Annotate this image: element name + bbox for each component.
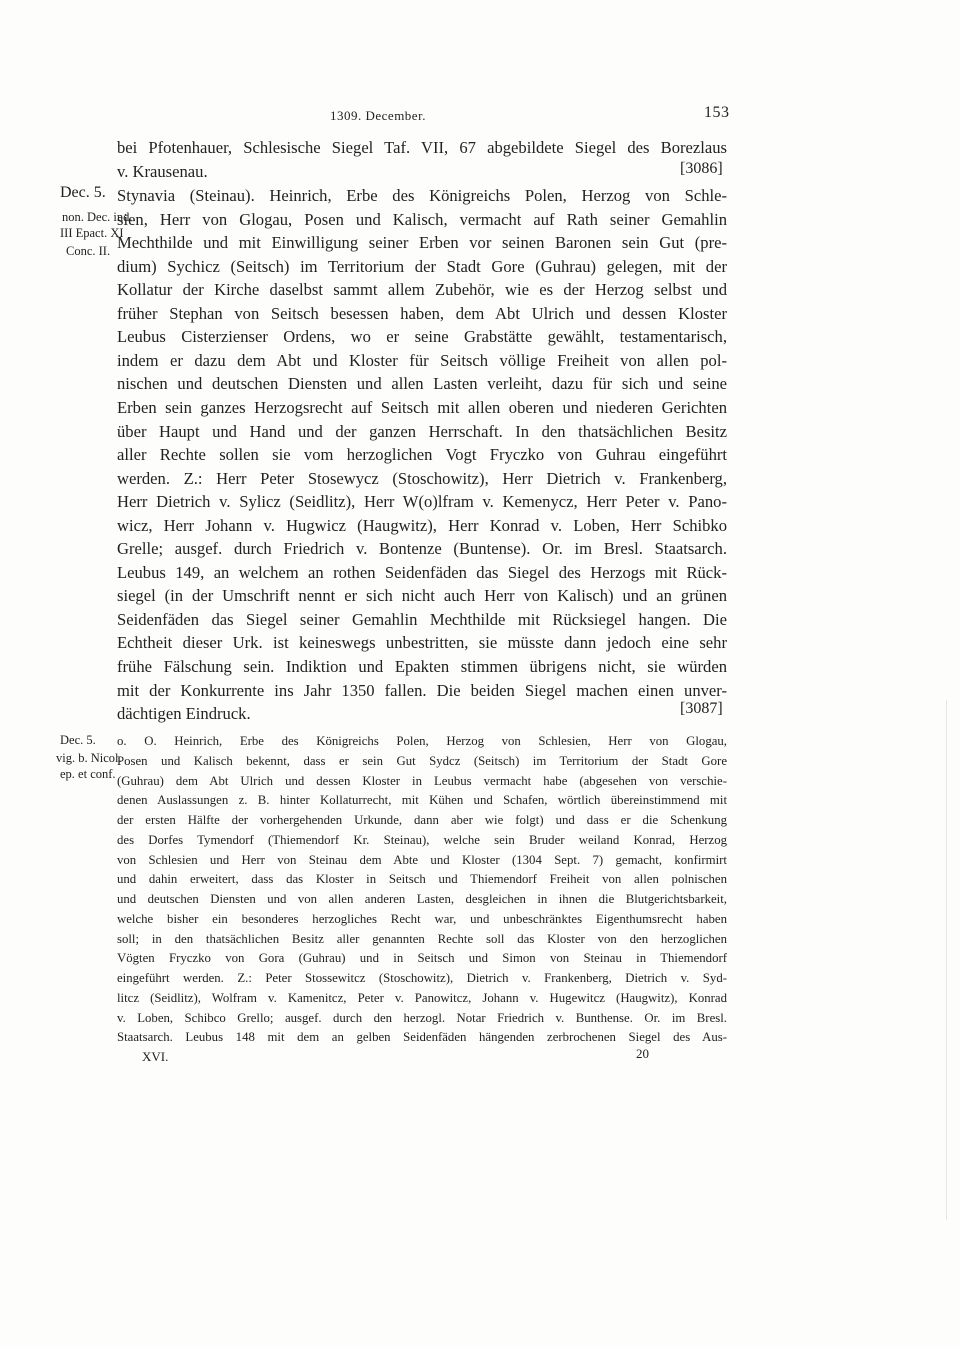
body-line: mit der Konkurrente ins Jahr 1350 fallen. Die beiden Siegel machen einen unver- <box>117 680 727 700</box>
body-line: Grelle; ausgef. durch Friedrich v. Bontenze (Buntense). Or. im Bresl. Staatsarch. <box>117 539 727 559</box>
body-line: dium) Sychicz (Seitsch) im Territorium der Stadt Gore (Guhrau) gelegen, mit der <box>117 256 727 276</box>
scan-edge-line <box>946 700 947 1220</box>
body-line: Mechthilde und mit Einwilligung seiner Erben vor seinen Baronen sein Gut (pre- <box>117 233 727 253</box>
body-line: Echtheit dieser Urk. ist keineswegs unbestritten, sie müsste dann jedoch eine sehr <box>117 633 727 653</box>
body-line: Leubus 149, an welchem an rothen Seidenfäden das Siegel des Herzogs mit Rück- <box>117 562 727 582</box>
margin-note: ep. et conf. <box>60 767 116 781</box>
body-line: Staatsarch. Leubus 148 mit dem an gelben Seidenfäden hängenden zerbrochenen Siegel des Aus- <box>117 1030 727 1045</box>
signature-mark: XVI. <box>142 1049 169 1064</box>
body-line: indem er dazu dem Abt und Kloster für Seitsch völlige Freiheit von allen pol- <box>117 350 727 370</box>
body-line: o. O. Heinrich, Erbe des Königreichs Polen, Herzog von Schlesien, Herr von Glogau, <box>117 734 727 748</box>
body-line: siegel (in der Umschrift nennt er sich nicht auch Herr von Kalisch) und an grünen <box>117 586 727 606</box>
body-line: aller Rechte sollen sie vom herzoglichen Vogt Fryczko von Guhrau eingeführt <box>117 445 727 465</box>
body-line: Herr Dietrich v. Sylicz (Seidlitz), Herr W(o)lfram v. Kemenycz, Herr Peter v. Pano- <box>117 492 727 512</box>
body-line: Seidenfäden das Siegel seiner Gemahlin Mechthilde mit Rücksiegel hangen. Die <box>117 609 727 629</box>
body-line: welche bisher ein besonderes herzogliches Recht war, und unbeschränktes Eigenthumsrecht haben <box>117 911 727 926</box>
margin-note: non. Dec. ind. <box>62 210 133 224</box>
body-line: v. Loben, Schibco Grello; ausgef. durch den herzogl. Notar Friedrich v. Bunthense. Or. im Bresl. <box>117 1010 727 1025</box>
margin-date: Dec. 5. <box>60 733 96 747</box>
body-line: litcz (Seidlitz), Wolfram v. Kamenitcz, Peter v. Panowitcz, Johann v. Hugewitcz (Haugwitz), Konrad <box>117 990 727 1005</box>
body-line: sien, Herr von Glogau, Posen und Kalisch, vermacht auf Rath seiner Gemahlin <box>117 209 727 229</box>
body-line: v. Krausenau. <box>117 162 208 181</box>
entry-number: [3086] <box>680 160 723 177</box>
body-line: bei Pfotenhauer, Schlesische Siegel Taf. VII, 67 abgebildete Siegel des Borezlaus <box>117 138 727 157</box>
body-line: (Guhrau) dem Abt Ulrich und dessen Kloster in Leubus vermacht habe (abgesehen von verschie- <box>117 773 727 788</box>
body-line: wicz, Herr Johann v. Hugwicz (Haugwitz), Herr Konrad v. Loben, Herr Schibko <box>117 515 727 535</box>
body-line: früher Stephan von Seitsch besessen haben, dem Abt Ulrich und dessen Kloster <box>117 303 727 323</box>
body-line: dächtigen Eindruck. <box>117 704 251 724</box>
body-line: Stynavia (Steinau). Heinrich, Erbe des Königreichs Polen, Herzog von Schle- <box>117 186 727 205</box>
body-line: nischen und deutschen Diensten und allen Lasten verleiht, dazu für sich und seine <box>117 374 727 394</box>
body-line: denen Auslassungen z. B. hinter Kollaturrecht, mit Kühen und Schafen, wörtlich übereinstimmend mit <box>117 793 727 808</box>
body-line: und dahin erweitert, dass das Kloster in Seitsch und Thiemendorf Freiheit von allen polnischen <box>117 872 727 887</box>
body-line: über Haupt und Hand und der ganzen Herrschaft. In den thatsächlichen Besitz <box>117 421 727 441</box>
page-number: 153 <box>704 104 730 121</box>
body-line: der ersten Hälfte der vorhergehenden Urkunde, dann aber wie folgt) und dass er die Schenkung <box>117 813 727 827</box>
margin-note: Conc. II. <box>66 244 111 258</box>
body-line: Posen und Kalisch bekennt, dass er sein Gut Sydcz (Seitsch) im Territorium der Stadt Gore <box>117 753 727 768</box>
sheet-number: 20 <box>636 1046 649 1061</box>
body-line: und deutschen Diensten und von allen anderen Lasten, desgleichen in ihnen die Blutgerichtsbarkeit, <box>117 892 727 906</box>
body-line: Vögten Fryczko von Gora (Guhrau) und in Seitsch und Simon von Steinau in Thiemendorf <box>117 951 727 966</box>
body-line: eingeführt werden. Z.: Peter Stossewitcz (Stoschowitz), Dietrich v. Frankenberg, Dietrich v. Syd- <box>117 971 727 985</box>
running-head-date: 1309. December. <box>330 108 426 123</box>
margin-note: vig. b. Nicol. <box>56 751 122 765</box>
entry-number: [3087] <box>680 700 723 717</box>
body-line: des Dorfes Tymendorf (Thiemendorf Kr. Steinau), welche sein Bruder weiland Konrad, Herzog <box>117 832 727 847</box>
margin-date: Dec. 5. <box>60 184 106 201</box>
body-line: Leubus Cisterzienser Ordens, wo er seine Grabstätte gewählt, testamentarisch, <box>117 327 727 347</box>
body-line: von Schlesien und Herr von Steinau dem Abte und Kloster (1304 Sept. 7) gemacht, konfirmirt <box>117 852 727 867</box>
margin-note: III Epact. XI <box>60 226 124 240</box>
body-line: frühe Fälschung sein. Indiktion und Epakten stimmen übrigens nicht, sie würden <box>117 657 727 676</box>
body-line: soll; in den thatsächlichen Besitz aller genannten Rechte soll das Kloster von den herzoglichen <box>117 931 727 946</box>
body-line: Kollatur der Kirche daselbst sammt allem Zubehör, wie es der Herzog selbst und <box>117 280 727 300</box>
body-line: werden. Z.: Herr Peter Stosewycz (Stoschowitz), Herr Dietrich v. Frankenberg, <box>117 468 727 488</box>
body-line: Erben sein ganzes Herzogsrecht auf Seitsch mit allen oberen und niederen Gerichten <box>117 397 727 417</box>
